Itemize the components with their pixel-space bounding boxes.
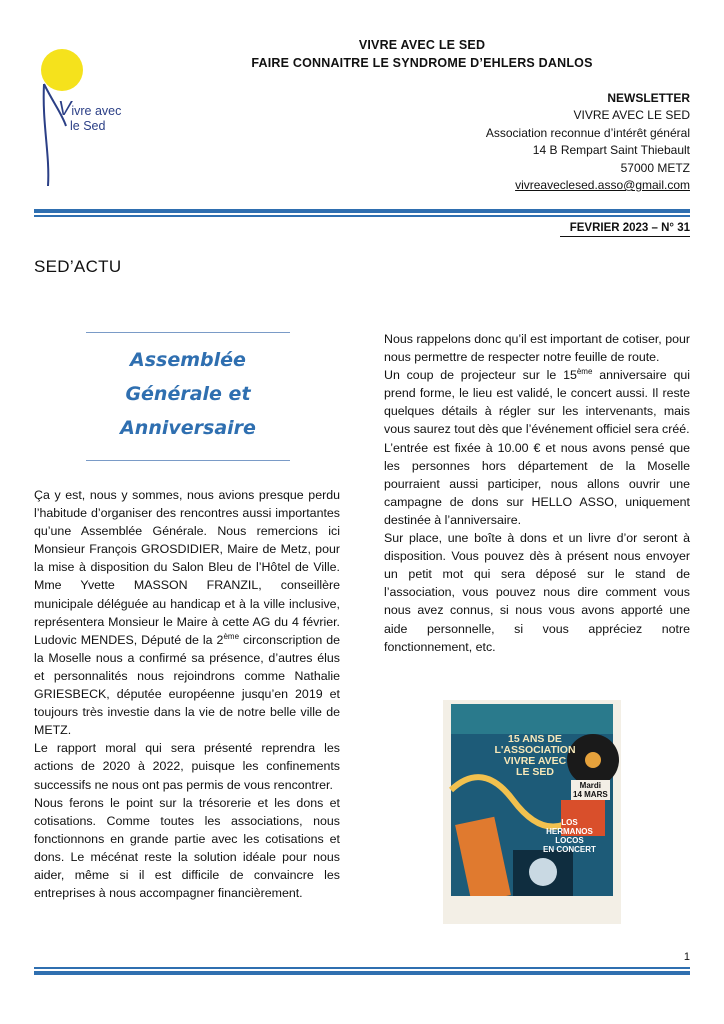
header-title-2: FAIRE CONNAITRE LE SYNDROME D’EHLERS DANLOS: [251, 56, 593, 70]
paragraph: Nous rappelons donc qu’il est important de cotiser, pour nous permettre de respecter notre feuille de route.: [384, 332, 690, 365]
paragraph: Sur place, une boîte à dons et un livre d’or seront à disposition. Vous pouvez dès à présent nous envoyer un petit mot qui sera déposé sur le stand de l’association, vous pouvez nous dire comment vous nous avez connus, si nous vous avons apporté une aide personnelle, si vous appréciez notre fonctionnement, etc.: [384, 531, 690, 654]
association-logo: [36, 44, 146, 194]
section-title: SED’ACTU: [34, 257, 122, 276]
newsletter-label: NEWSLETTER: [607, 91, 690, 105]
title-rule-bottom: [86, 460, 290, 461]
poster-title: 15 ANS DE L'ASSOCIATION VIVRE AVEC LE SED: [494, 733, 576, 778]
association-name: VIVRE AVEC LE SED: [573, 108, 690, 123]
paragraph: Nous ferons le point sur la trésorerie et les dons et cotisations. Comme toutes les associations, nous fonctionnons en grande partie avec les cotisations et dons. Le mécénat reste la solution idéale pour nous aider, même si il est difficile de convaincre les entreprises à nous accompagner financièrement.: [34, 795, 340, 901]
issue-number: FEVRIER 2023 – N° 31: [569, 222, 690, 234]
association-status: Association reconnue d’intérêt général: [485, 125, 690, 140]
right-column: [384, 330, 690, 656]
article-title: Assemblée Générale et Anniversaire: [120, 349, 256, 439]
email-link[interactable]: vivreaveclesed.asso@gmail.com: [515, 178, 690, 193]
paragraph: Le rapport moral qui sera présenté reprendra les actions de 2020 à 2022, puisque les confinements successifs ne nous ont pas permis de vous rencontrer.: [34, 741, 340, 792]
paragraph: Un coup de projecteur sur le 15ème anniversaire qui prend forme, le lieu est validé, le concert aussi. Il reste quelques détails à régler sur les intervenants, mais vous saurez tout dès que l’événement officiel sera créé.: [384, 367, 690, 437]
poster-band: LOS HERMANOS LOCOS EN CONCERT: [543, 818, 596, 854]
page-number: 1: [683, 951, 690, 963]
event-poster: [443, 700, 621, 924]
sun-icon: [41, 49, 83, 91]
city: 57000 METZ: [620, 160, 690, 175]
poster-date: Mardi 14 MARS: [573, 781, 608, 799]
title-rule-top: [86, 332, 290, 333]
header-title-1: VIVRE AVEC LE SED: [358, 38, 486, 52]
logo-text: Vivre avec le Sed: [58, 98, 122, 133]
paragraph: L’entrée est fixée à 10.00 € et nous avons pensé que les personnes hors département de la Moselle pourraient aussi participer, nous allons ouvrir une campagne de dons sur HELLO ASSO, uniquement destinée à l’anniversaire.: [384, 440, 690, 527]
left-column: [34, 486, 340, 902]
footer-rule: [34, 967, 690, 976]
logo-stroke-left: [44, 84, 49, 186]
address-block: [486, 90, 690, 194]
header-rule: [34, 209, 690, 218]
paragraph: Ça y est, nous y sommes, nous avions presque perdu l’habitude d’organiser des rencontres aussi importantes qu’une Assemblée Générale. Nous remercions ici Monsieur François GROSDIDIER, Maire de Metz, pour la mise à disposition du Salon Bleu de l’Hôtel de Ville. Mme Yvette MASSON FRANZIL, conseillère municipale déléguée au handicap et à la ville inclusive, représentera Monsieur le Maire à cette AG du 4 février. Ludovic MENDES, Député de la 2ème circonscription de la Moselle nous a confirmé sa présence, d’autres élus et personnalités nous rejoindrons comme Nathalie GRIESBECK, députée européenne jusqu’en 2019 et toujours très investie dans la vie de notre belle ville de METZ.: [34, 488, 340, 738]
issue-underline: [560, 236, 690, 237]
street: 14 B Rempart Saint Thiebault: [532, 143, 690, 158]
